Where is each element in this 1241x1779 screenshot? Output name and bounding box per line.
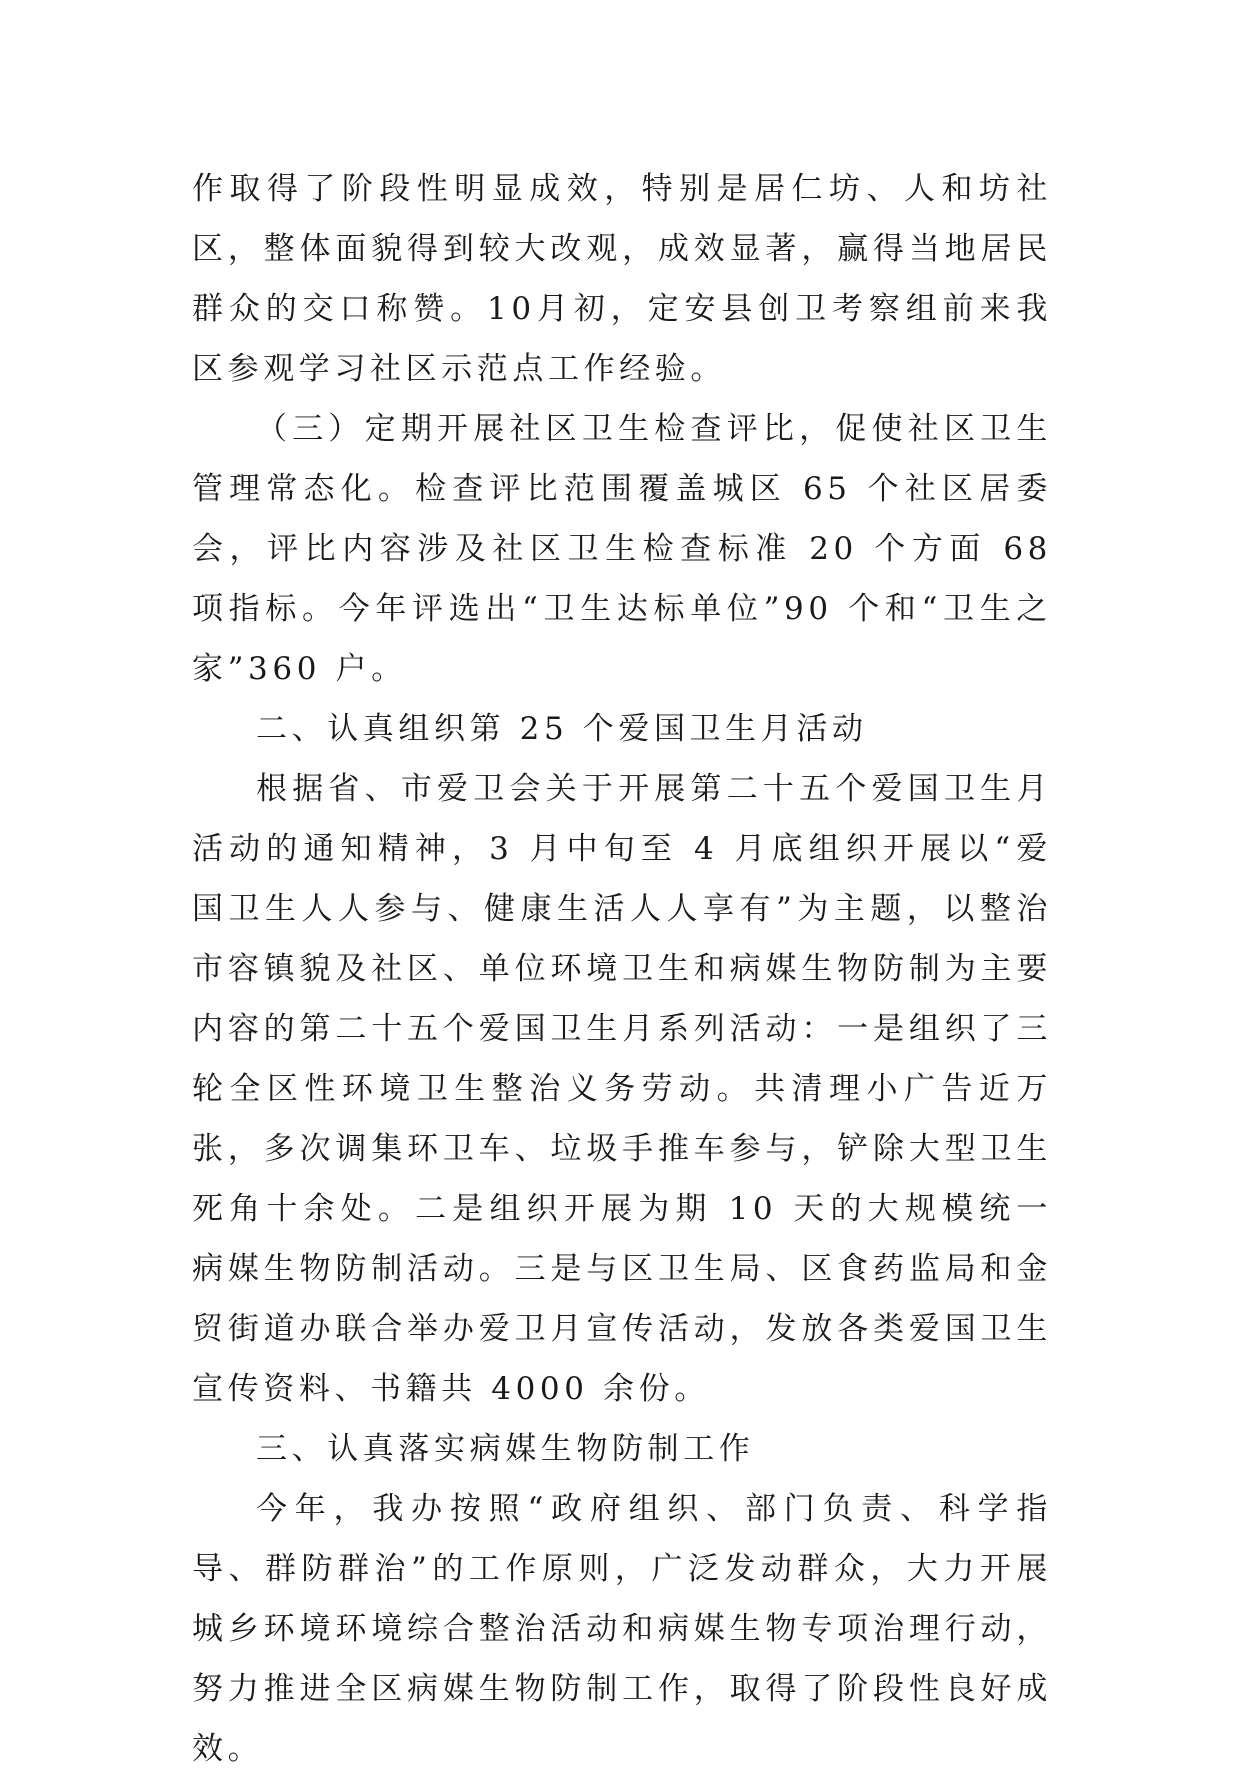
paragraph-inspection-evaluation: （三）定期开展社区卫生检查评比，促使社区卫生管理常态化。检查评比范围覆盖城区 65 个社区居委会，评比内容涉及社区卫生检查标准 20 个方面 68 项指标。今年评选出“卫生达标单位”90 个和“卫生之家”360 户。	[192, 411, 1052, 687]
document-body	[192, 159, 1052, 1779]
paragraph-health-month: 根据省、市爱卫会关于开展第二十五个爱国卫生月活动的通知精神，3 月中旬至 4 月底组织开展以“爱国卫生人人参与、健康生活人人享有”为主题，以整治市容镇貌及社区、单位环境卫生和病媒生物防制为主要内容的第二十五个爱国卫生月系列活动：一是组织了三轮全区性环境卫生整治义务劳动。共清理小广告近万张，多次调集环卫车、垃圾手推车参与，铲除大型卫生死角十余处。二是组织开展为期 10 天的大规模统一病媒生物防制活动。三是与区卫生局、区食药监局和金贸街道办联合举办爱卫月宣传活动，发放各类爱国卫生宣传资料、书籍共 4000 余份。	[192, 771, 1052, 1407]
section-heading-health-month: 二、认真组织第 25 个爱国卫生月活动	[256, 711, 868, 747]
paragraph-continuation: 作取得了阶段性明显成效，特别是居仁坊、人和坊社区，整体面貌得到较大改观，成效显著，赢得当地居民群众的交口称赞。10月初，定安县创卫考察组前来我区参观学习社区示范点工作经验。	[192, 171, 1052, 387]
paragraph-vector-control: 今年，我办按照“政府组织、部门负责、科学指导、群防群治”的工作原则，广泛发动群众，大力开展城乡环境环境综合整治活动和病媒生物专项治理行动，努力推进全区病媒生物防制工作，取得了阶段性良好成效。	[192, 1491, 1052, 1767]
section-heading-vector-control: 三、认真落实病媒生物防制工作	[256, 1431, 755, 1467]
